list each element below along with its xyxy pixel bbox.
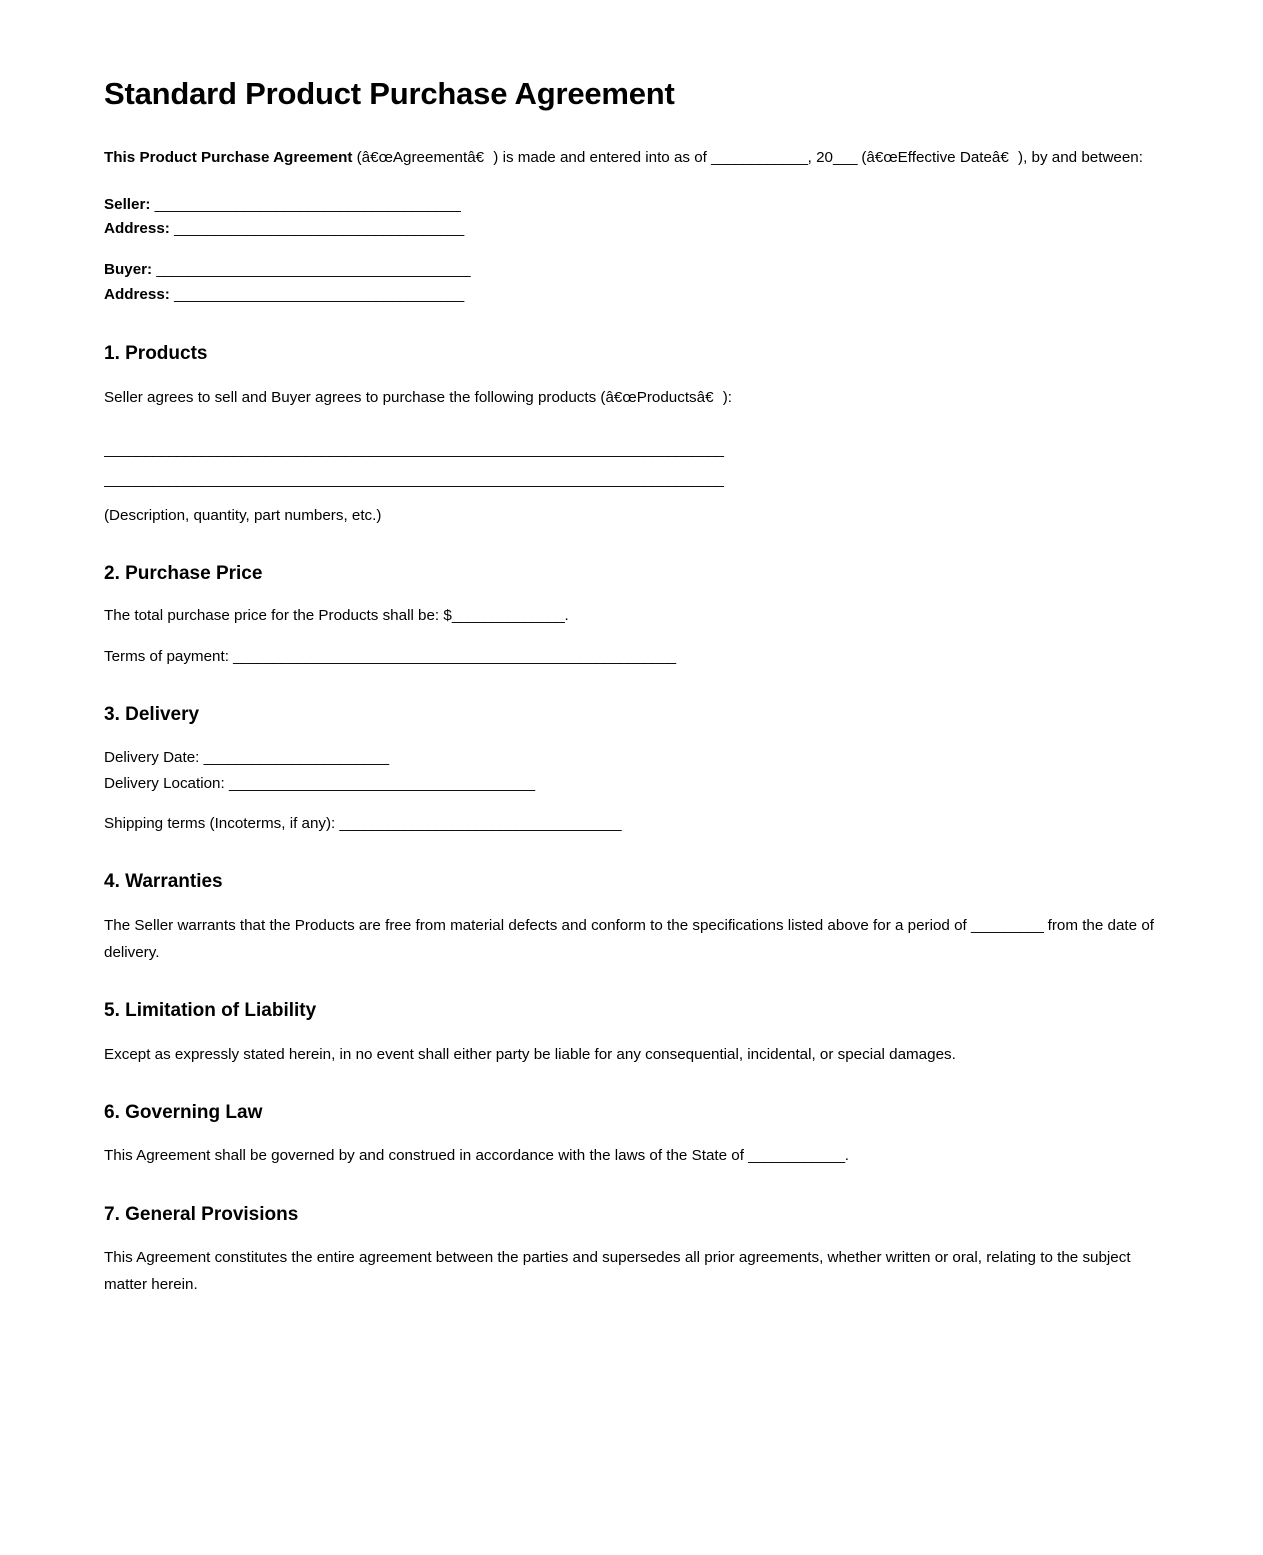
purchase-price-blank: ______________ (451, 607, 565, 625)
party-label-seller-address: Address: (104, 220, 170, 238)
section-heading-purchase-price: 2. Purchase Price (104, 562, 263, 584)
party-row-buyer-address (104, 283, 1159, 308)
warranties-text-2: from the date of delivery. (104, 916, 1154, 961)
party-blank-buyer: _______________________________________ (156, 260, 471, 278)
section-heading-governing-law: 6. Governing Law (104, 1101, 263, 1123)
products-blank-line-2: _____________________________________________________________________________ (104, 470, 724, 488)
intro-text-3: (â€œEffective Dateâ€), by and between: (857, 148, 1143, 166)
delivery-location-row (104, 771, 1159, 797)
party-row-seller-address (104, 217, 1159, 242)
governing-law-state-blank: ____________ (748, 1147, 845, 1165)
party-label-buyer-address: Address: (104, 285, 170, 303)
products-hint-text: (Description, quantity, part numbers, etc.) (104, 507, 382, 525)
products-blank-lines (104, 435, 1159, 494)
limitation-of-liability-paragraph: Except as expressly stated herein, in no event shall either party be liable for any consequential, incidental, or special damages. (104, 1045, 956, 1063)
section-heading-warranties: 4. Warranties (104, 870, 223, 892)
general-provisions-paragraph: This Agreement constitutes the entire agreement between the parties and supersedes all prior agreements, whether written or oral, relating to the subject matter herein. (104, 1249, 1131, 1294)
intro-paragraph (104, 144, 1156, 171)
shipping-terms-blank: ___________________________________ (339, 814, 622, 832)
party-blank-buyer-address: ____________________________________ (174, 285, 464, 303)
warranties-period-blank: _________ (970, 916, 1044, 934)
warranties-text-1: The Seller warrants that the Products are free from material defects and conform to the specifications listed above for a period of (104, 916, 971, 934)
party-row-buyer (104, 258, 1159, 283)
products-blank-line-1: _____________________________________________________________________________ (104, 441, 724, 459)
party-label-buyer: Buyer: (104, 260, 153, 278)
effective-year-blank: ___ (833, 148, 858, 166)
purchase-price-row (104, 603, 1159, 629)
party-blank-seller-address: ____________________________________ (174, 220, 464, 238)
intro-text-2: , 20 (807, 148, 834, 166)
page-title: Standard Product Purchase Agreement (104, 76, 675, 111)
purchase-price-suffix: . (564, 607, 569, 625)
purchase-price-label: The total purchase price for the Products shall be: $ (104, 607, 452, 625)
intro-text-1: (â€œAgreementâ€) is made and entered into as of (352, 148, 712, 166)
party-divider-space (104, 242, 1159, 258)
section-heading-general-provisions: 7. General Provisions (104, 1203, 299, 1225)
party-blank-seller: ______________________________________ (154, 195, 461, 213)
warranties-paragraph (104, 912, 1156, 966)
shipping-terms-row (104, 811, 1159, 837)
section-heading-products: 1. Products (104, 343, 208, 365)
products-intro-text: Seller agrees to sell and Buyer agrees to purchase the following products (â€œProductsâ€): (104, 388, 732, 406)
intro-lead-bold: This Product Purchase Agreement (104, 148, 353, 166)
payment-terms-label: Terms of payment: (104, 647, 234, 665)
effective-date-blank: ____________ (711, 148, 808, 166)
payment-terms-row (104, 644, 1159, 670)
section-heading-delivery: 3. Delivery (104, 703, 200, 725)
payment-terms-blank: _______________________________________________________ (233, 647, 676, 665)
delivery-date-row (104, 745, 1159, 771)
purchase-price-spacer (104, 630, 1159, 644)
delivery-date-label: Delivery Date: (104, 748, 204, 766)
party-label-seller: Seller: (104, 195, 151, 213)
section-heading-limitation-of-liability: 5. Limitation of Liability (104, 999, 317, 1021)
governing-law-text-1: This Agreement shall be governed by and construed in accordance with the laws of the State of (104, 1147, 749, 1165)
governing-law-text-2: . (844, 1147, 849, 1165)
delivery-date-blank: _______________________ (203, 748, 389, 766)
party-row-seller (104, 193, 1159, 218)
parties-block (104, 193, 1159, 308)
delivery-location-blank: ______________________________________ (228, 774, 535, 792)
delivery-spacer (104, 797, 1159, 811)
governing-law-paragraph (104, 1142, 1156, 1169)
delivery-location-label: Delivery Location: (104, 774, 229, 792)
shipping-terms-label: Shipping terms (Incoterms, if any): (104, 814, 340, 832)
